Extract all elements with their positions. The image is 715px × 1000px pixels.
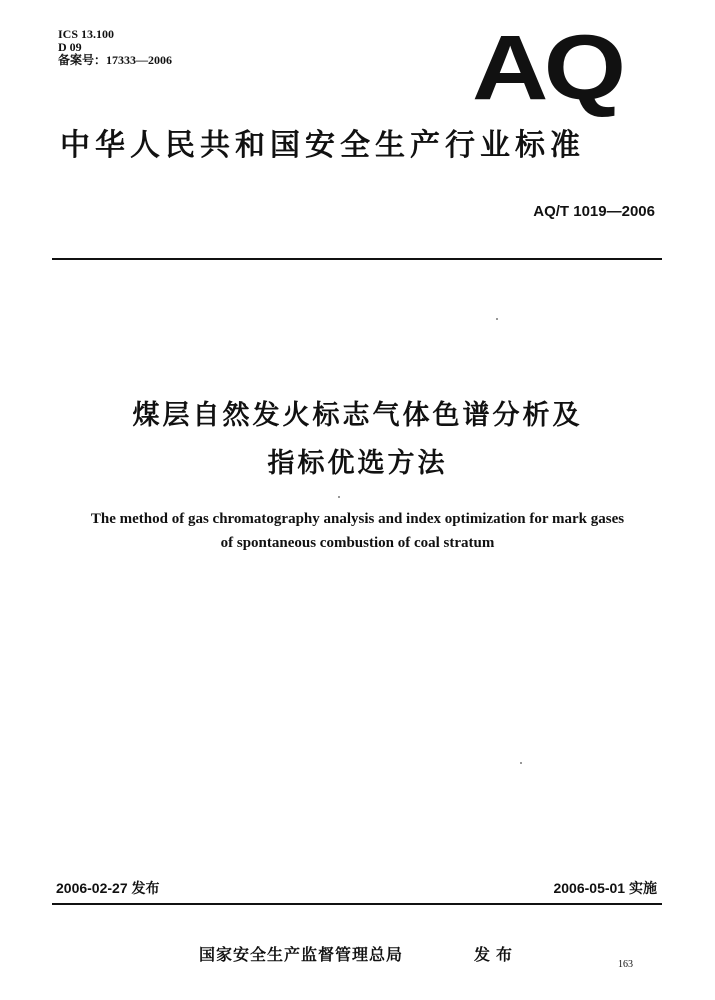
issue-date: 2006-02-27 发布 [56,880,160,896]
title-cn-line1: 煤层自然发火标志气体色谱分析及 [132,400,583,431]
implement-date: 2006-05-01 实施 [553,880,657,896]
scan-speck [338,496,340,498]
ccs-code: D 09 [58,40,82,54]
scan-speck [496,318,498,320]
title-en-line1: The method of gas chromatography analysis and index optimization for mark gases [90,511,625,527]
title-en-line2: of spontaneous combustion of coal stratum [220,535,495,551]
top-divider [52,258,662,260]
scan-speck [520,762,522,764]
bottom-divider [52,903,662,905]
title-cn-line2: 指标优选方法 [267,448,448,479]
filing-number: 备案号：17333—2006 [58,53,173,67]
org-title: 中华人民共和国安全生产行业标准 [60,128,585,163]
issuer-suffix: 发布 [474,945,519,964]
meta-block [58,28,172,67]
standard-number: AQ/T 1019—2006 [533,203,655,220]
issuer-name: 国家安全生产监督管理总局 [199,945,404,964]
page-number: 163 [618,959,633,970]
ics-code: ICS 13.100 [58,27,115,41]
aq-logo: AQ [472,17,622,119]
